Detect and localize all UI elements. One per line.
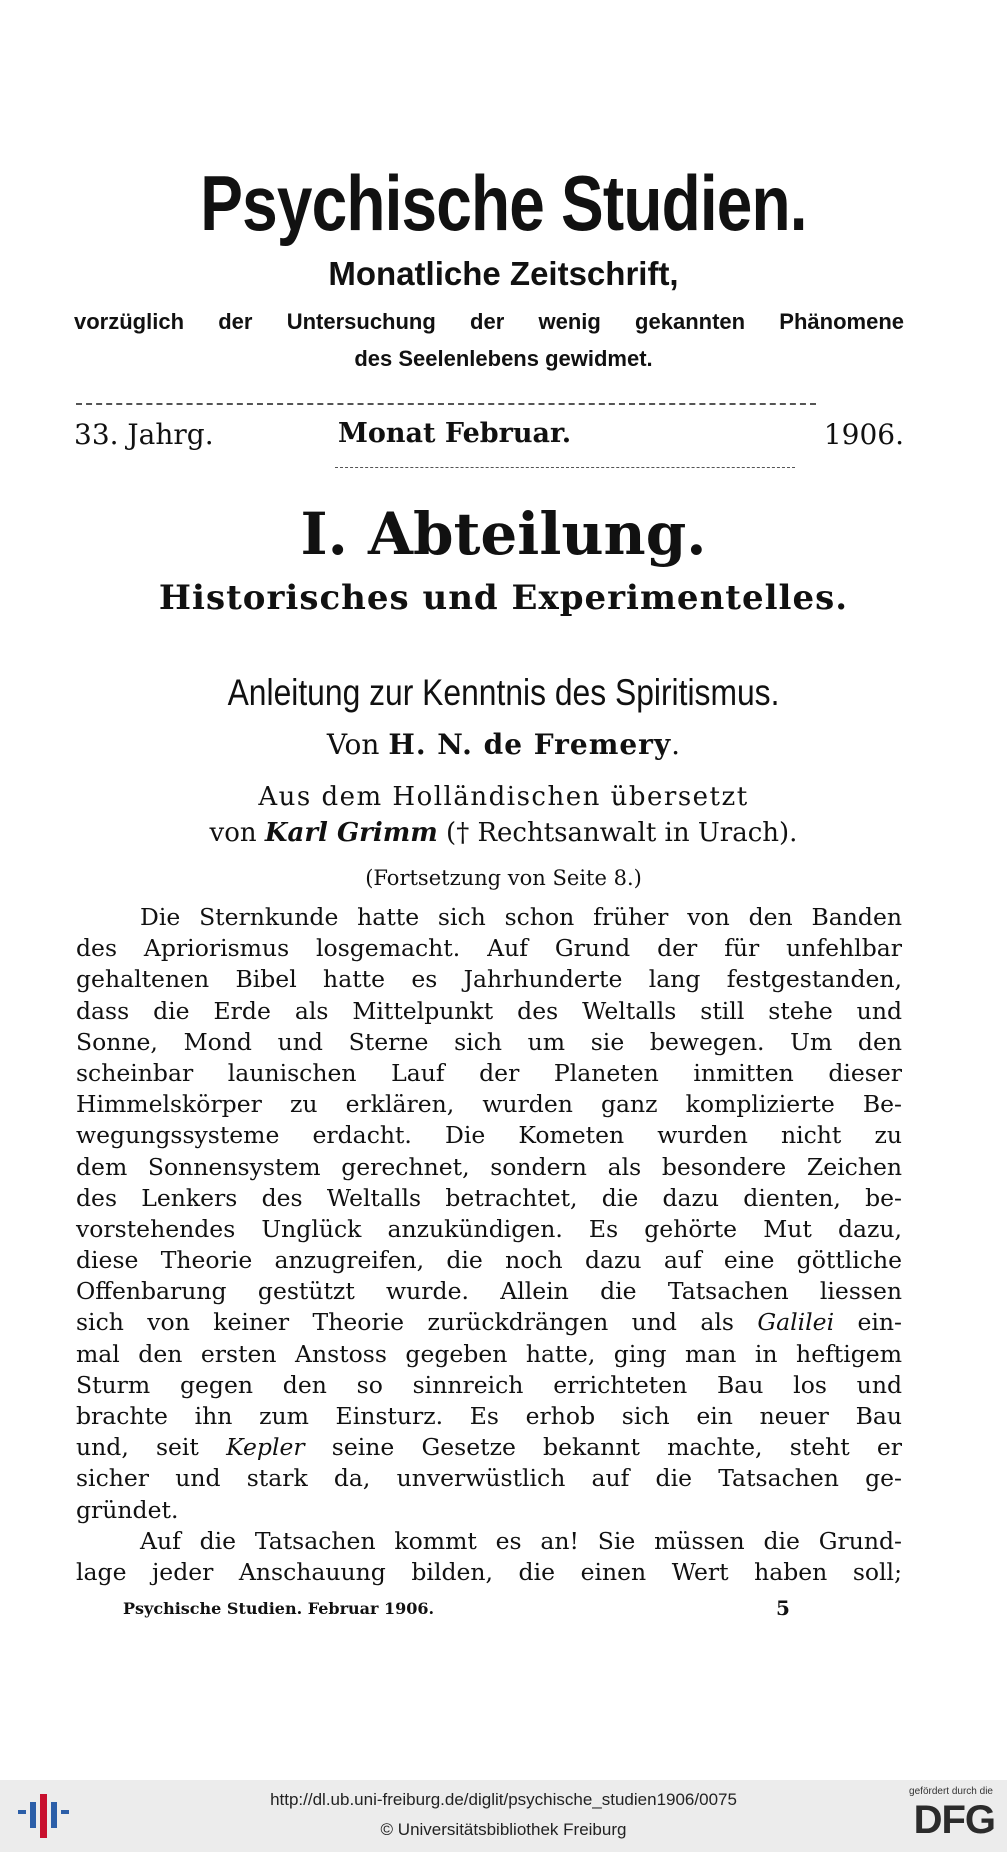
header-divider-bottom [335,467,795,468]
journal-description-line-2: des Seelenlebens gewidmet. [354,346,653,371]
article-line: vorstehendes Unglück anzukündigen. Es gehörte Mut dazu, [76,1214,902,1243]
translator-note: († Rechtsanwalt in Urach). [446,818,798,848]
article-line: mal den ersten Anstoss gegeben hatte, ging man in heftigem [76,1339,902,1368]
issue-month: Monat Februar. [338,418,572,449]
continuation-note: (Fortsetzung von Seite 8.) [365,866,642,890]
article-line: diese Theorie anzugreifen, die noch dazu auf eine göttliche [76,1246,902,1275]
copyright-notice: © Universitätsbibliothek Freiburg [380,1820,627,1839]
article-line: und, seit Kepler seine Gesetze bekannt machte, steht er [76,1433,902,1462]
article-line: scheinbar launischen Lauf der Planeten inmitten dieser [76,1058,902,1087]
article-line: des Apriorismus losgemacht. Auf Grund der für unfehlbar [76,934,902,963]
translator-prefix: von [209,818,257,848]
article-byline [0,728,1007,761]
viewer-footer-bar [0,1780,1007,1852]
translator-name: Karl Grimm [264,818,438,848]
article-line: Auf die Tatsachen kommt es an! Sie müssen die Grund- [140,1526,902,1555]
byline-prefix: Von [326,728,380,761]
article-line: gehaltenen Bibel hatte es Jahrhunderte lang festgestanden, [76,965,902,994]
funding-label: gefördert durch die [909,1786,993,1797]
article-line: lage jeder Anschauung bilden, die einen Wert haben soll; [76,1557,902,1586]
running-footer-title: Psychische Studien. Februar 1906. [123,1599,435,1618]
article-body [76,902,902,1588]
article-line: Sturm gegen den so sinnreich errichteten Bau los und [76,1370,902,1399]
section-subtitle: Historisches und Experimentelles. [158,578,849,618]
article-title: Anleitung zur Kenntnis des Spiritismus. [227,672,780,713]
header-divider-top [76,403,816,405]
article-line: dass die Erde als Mittelpunkt des Weltalls still stehe und [76,996,902,1025]
article-line: gründet. [76,1495,179,1524]
article-line: wegungssysteme erdacht. Die Kometen wurden nicht zu [76,1121,902,1150]
byline-suffix: . [671,728,681,761]
source-url-link[interactable]: http://dl.ub.uni-freiburg.de/diglit/psychische_studien1906/0075 [270,1790,737,1809]
journal-subtitle: Monatliche Zeitschrift, [328,255,679,292]
journal-description-line-1: vorzüglich der Untersuchung der wenig gekannten Phänomene [74,309,904,334]
article-line: Himmelskörper zu erklären, wurden ganz komplizierte Be- [76,1090,902,1119]
journal-title: Psychische Studien. [200,159,807,247]
article-line: sich von keiner Theorie zurückdrängen und als Galilei ein- [76,1308,903,1337]
translation-note: Aus dem Holländischen übersetzt [258,782,749,812]
article-author: H. N. de Fremery [388,728,672,761]
article-line: des Lenkers des Weltalls betrachtet, die dazu dienten, be- [76,1183,902,1212]
article-line: Offenbarung gestützt wurde. Allein die Tatsachen liessen [76,1277,902,1306]
article-line: brachte ihn zum Einsturz. Es erhob sich ein neuer Bau [76,1402,902,1430]
issue-year: 1906. [823,418,904,451]
dfg-logo-icon: DFG [913,1798,995,1842]
issue-volume: 33. Jahrg. [74,418,214,451]
article-line: sicher und stark da, unverwüstlich auf die Tatsachen ge- [76,1464,902,1493]
article-line: dem Sonnensystem gerechnet, sondern als besondere Zeichen [76,1152,902,1181]
article-line: Sonne, Mond und Sterne sich um sie bewegen. Um den [76,1027,902,1056]
section-title: I. Abteilung. [300,500,707,568]
translator-line [0,818,1007,848]
article-line: Die Sternkunde hatte sich schon früher von den Banden [140,903,902,931]
page-number: 5 [776,1596,790,1620]
